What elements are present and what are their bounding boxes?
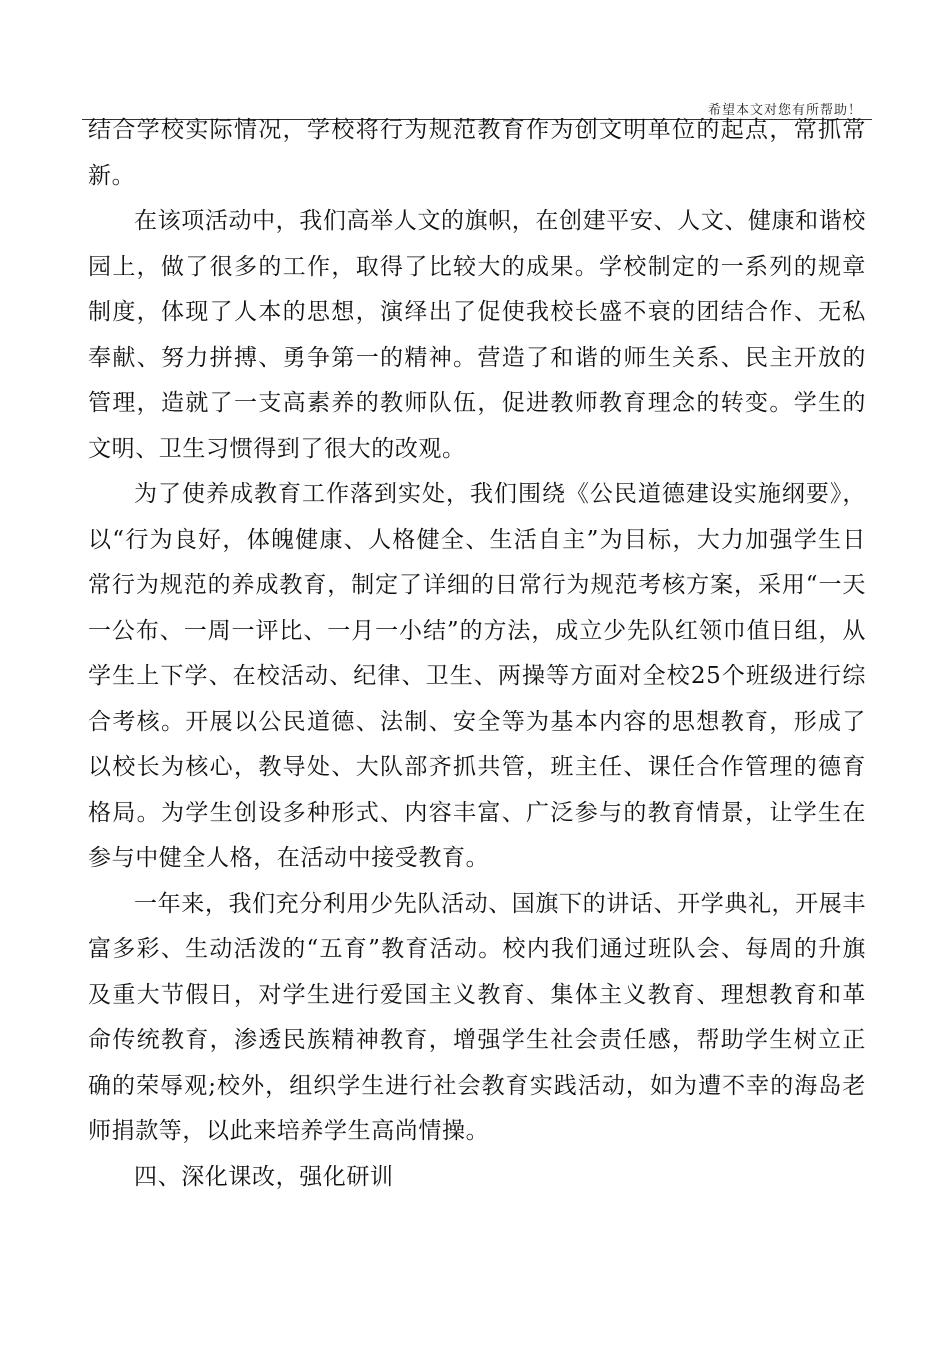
paragraph-continuation: 结合学校实际情况，学校将行为规范教育作为创文明单位的起点，常抓常新。 <box>88 117 866 189</box>
paragraph-activities: 一年来，我们充分利用少先队活动、国旗下的讲话、开学典礼，开展丰富多彩、生动活泼的“五育”教育活动。校内我们通过班队会、每周的升旗及重大节假日，对学生进行爱国主义教育、集体主义教育、理想教育和革命传统教育，渗透民族精神教育，增强学生社会责任感，帮助学生树立正确的荣辱观;校外，组织学生进行社会教育实践活动，如为遭不幸的海岛老师捐款等，以此来培养学生高尚情操。 <box>88 890 866 1144</box>
section-heading: 四、深化课改，强化研训 <box>134 1163 394 1190</box>
document-body <box>88 108 866 1200</box>
paragraph-habit-education: 为了使养成教育工作落到实处，我们围绕《公民道德建设实施纲要》，以“行为良好，体魄健康、人格健全、生活自主”为目标，大力加强学生日常行为规范的养成教育，制定了详细的日常行为规范考核方案，采用“一天一公布、一周一评比、一月一小结”的方法，成立少先队红领巾值日组，从学生上下学、在校活动、纪律、卫生、两操等方面对全校25个班级进行综合考核。开展以公民道德、法制、安全等为基本内容的思想教育，形成了以校长为核心，教导处、大队部齐抓共管，班主任、课任合作管理的德育格局。为学生创设多种形式、内容丰富、广泛参与的教育情景，让学生在参与中健全人格，在活动中接受教育。 <box>88 481 866 871</box>
header-note: 希望本文对您有所帮助！ <box>707 103 862 118</box>
paragraph-campus-culture: 在该项活动中，我们高举人文的旗帜，在创建平安、人文、健康和谐校园上，做了很多的工作，取得了比较大的成果。学校制定的一系列的规章制度，体现了人本的思想，演绎出了促使我校长盛不衰的团结合作、无私奉献、努力拼搏、勇争第一的精神。营造了和谐的师生关系、民主开放的管理，造就了一支高素养的教师队伍，促进教师教育理念的转变。学生的文明、卫生习惯得到了很大的改观。 <box>88 208 866 462</box>
